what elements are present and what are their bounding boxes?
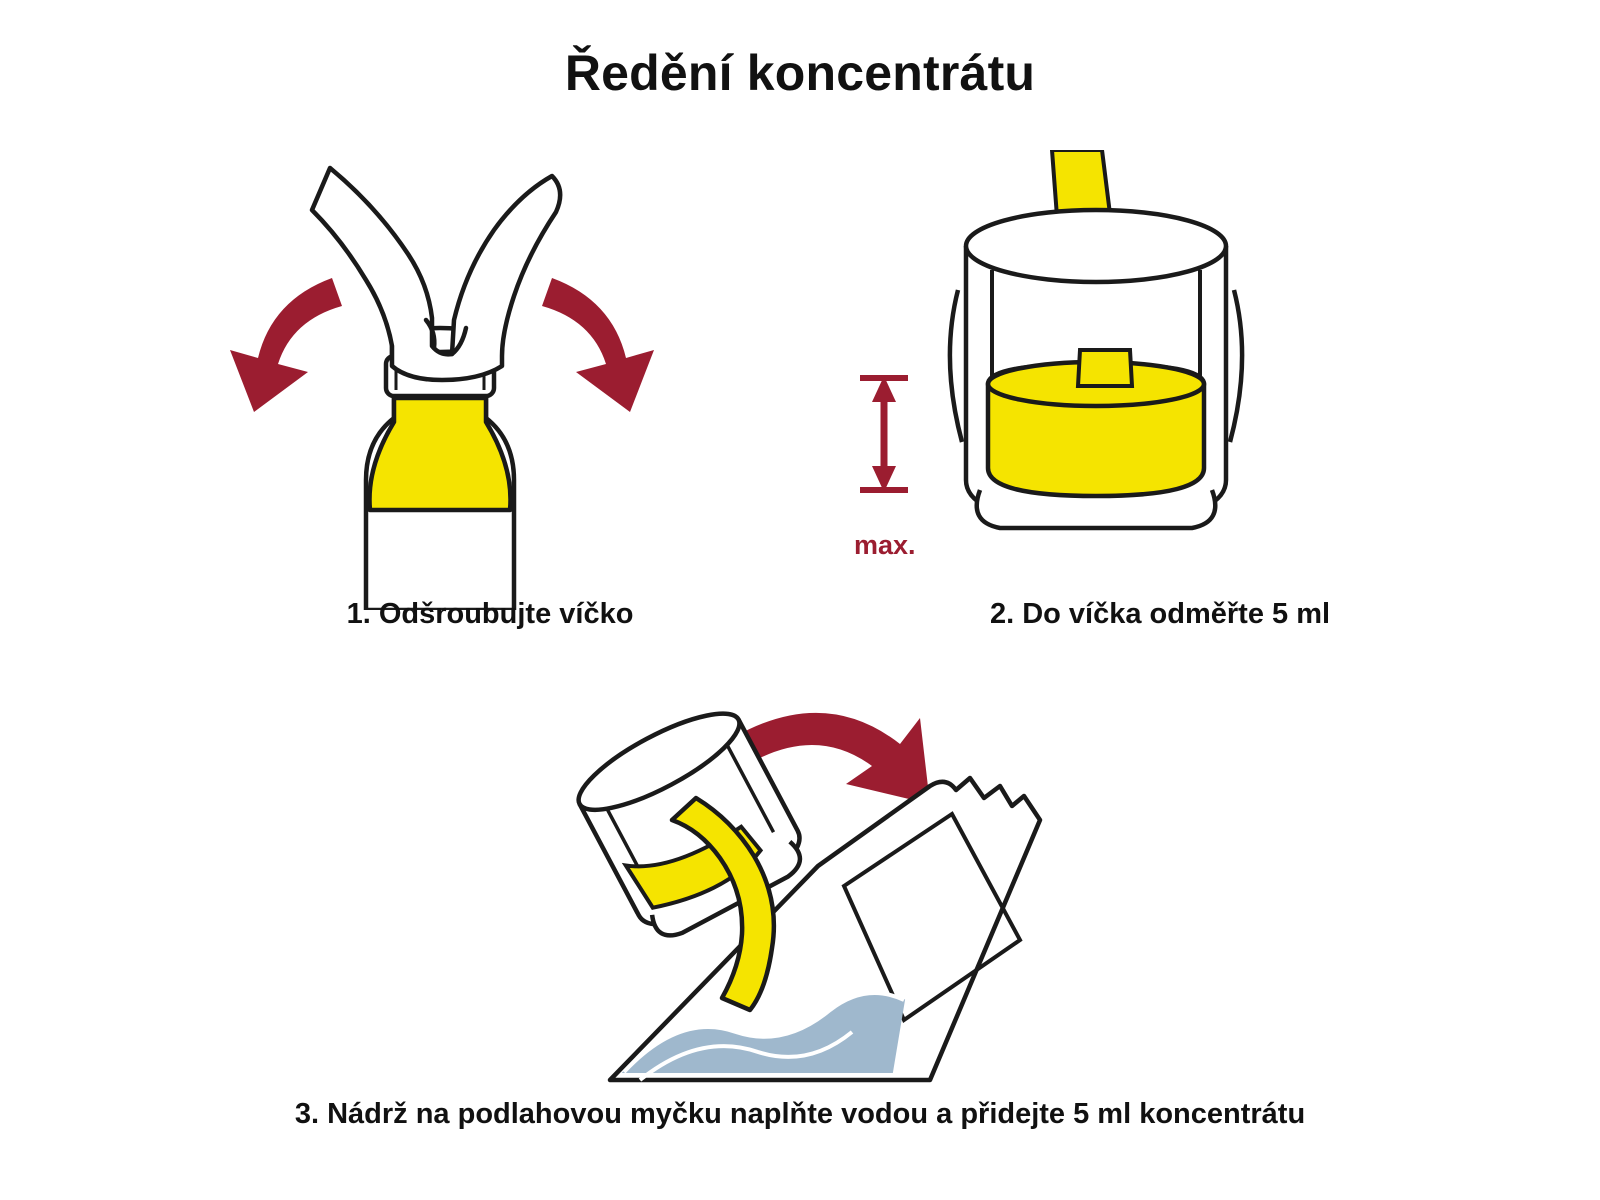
step-1-caption: 1. Odšroubujte víčko — [346, 598, 634, 630]
step-3-caption: 3. Nádrž na podlahovou myčku naplňte vodou a přidejte 5 ml koncentrátu — [294, 1098, 1306, 1130]
step-2-caption: 2. Do víčka odměřte 5 ml — [989, 598, 1331, 630]
stream-tip-icon — [1078, 350, 1132, 386]
step-1-illustration — [180, 150, 800, 610]
step-3-illustration — [500, 680, 1140, 1100]
max-label: max. — [854, 530, 916, 560]
step-2-svg — [840, 150, 1480, 610]
page-title: Ředění koncentrátu — [564, 45, 1036, 101]
max-level-arrow-icon — [860, 376, 908, 492]
step-2-illustration — [840, 150, 1480, 610]
step-1-svg — [180, 150, 800, 610]
step-3-svg — [500, 680, 1140, 1100]
